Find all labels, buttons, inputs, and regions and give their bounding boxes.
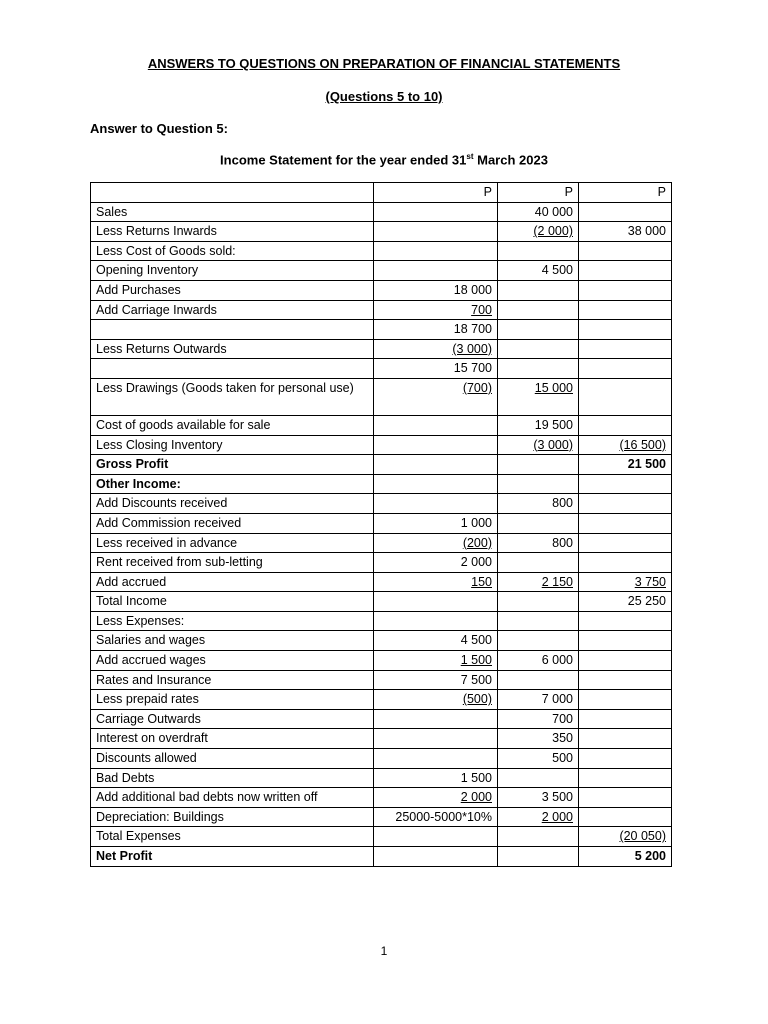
row-value <box>374 651 498 671</box>
row-value <box>579 339 672 359</box>
row-value <box>374 474 498 494</box>
row-value <box>374 241 498 261</box>
row-value: 15 700 <box>374 359 498 379</box>
row-value <box>579 611 672 631</box>
row-description: Gross Profit <box>91 455 374 475</box>
table-row <box>91 788 672 808</box>
row-value: 1 000 <box>374 513 498 533</box>
table-row <box>91 847 672 867</box>
row-value <box>374 788 498 808</box>
table-row <box>91 300 672 320</box>
row-value <box>498 474 579 494</box>
row-value <box>498 280 579 300</box>
table-row <box>91 474 672 494</box>
row-value-text: 150 <box>471 574 492 589</box>
statement-heading-ordinal: st <box>466 152 474 161</box>
row-value: 7 000 <box>498 690 579 710</box>
table-row <box>91 261 672 281</box>
row-value <box>579 280 672 300</box>
table-header-row <box>91 183 672 203</box>
row-value <box>579 807 672 827</box>
row-value <box>374 300 498 320</box>
row-value <box>498 611 579 631</box>
row-value <box>498 827 579 847</box>
row-description: Add Purchases <box>91 280 374 300</box>
table-row <box>91 202 672 222</box>
table-row <box>91 455 672 475</box>
table-row <box>91 415 672 435</box>
table-row <box>91 768 672 788</box>
row-value-text: 2 000 <box>541 809 573 824</box>
row-value <box>498 241 579 261</box>
row-value <box>498 768 579 788</box>
row-value: 800 <box>498 533 579 553</box>
row-description: Less received in advance <box>91 533 374 553</box>
row-value <box>579 415 672 435</box>
row-value-text: (700) <box>462 380 492 395</box>
row-value <box>374 378 498 415</box>
row-description: Net Profit <box>91 847 374 867</box>
row-value: 18 700 <box>374 320 498 340</box>
row-value-text: 700 <box>471 302 492 317</box>
table-row <box>91 651 672 671</box>
row-description: Carriage Outwards <box>91 709 374 729</box>
row-description: Cost of goods available for sale <box>91 415 374 435</box>
row-value <box>579 709 672 729</box>
row-description: Less Expenses: <box>91 611 374 631</box>
table-row <box>91 827 672 847</box>
row-value <box>374 435 498 455</box>
row-value <box>374 592 498 612</box>
row-value <box>374 415 498 435</box>
row-value <box>579 631 672 651</box>
row-value <box>374 690 498 710</box>
row-value: 18 000 <box>374 280 498 300</box>
row-value: 25000-5000*10% <box>374 807 498 827</box>
row-description: Rent received from sub-letting <box>91 553 374 573</box>
page-number: 1 <box>380 944 388 958</box>
row-value <box>374 709 498 729</box>
row-value <box>498 572 579 592</box>
row-value-text: (200) <box>462 535 492 550</box>
row-value-text: (16 500) <box>619 437 666 452</box>
row-value-text: 3 750 <box>634 574 666 589</box>
table-row <box>91 533 672 553</box>
row-value-text: 2 000 <box>460 790 492 805</box>
row-description: Add Carriage Inwards <box>91 300 374 320</box>
row-value <box>498 631 579 651</box>
row-value-text: 15 000 <box>534 380 573 395</box>
table-row <box>91 494 672 514</box>
table-row <box>91 320 672 340</box>
row-value <box>498 847 579 867</box>
row-value <box>498 670 579 690</box>
table-row <box>91 611 672 631</box>
row-description: Less prepaid rates <box>91 690 374 710</box>
table-row <box>91 553 672 573</box>
row-value: 7 500 <box>374 670 498 690</box>
row-value: 3 500 <box>498 788 579 808</box>
row-description: Opening Inventory <box>91 261 374 281</box>
row-value: 5 200 <box>579 847 672 867</box>
document-title: ANSWERS TO QUESTIONS ON PREPARATION OF FINANCIAL STATEMENTS <box>147 56 621 71</box>
row-description: Sales <box>91 202 374 222</box>
row-value: 40 000 <box>498 202 579 222</box>
row-value <box>579 553 672 573</box>
row-description <box>91 359 374 379</box>
row-value <box>579 572 672 592</box>
row-value <box>374 847 498 867</box>
row-description: Total Expenses <box>91 827 374 847</box>
row-value: 19 500 <box>498 415 579 435</box>
table-row <box>91 513 672 533</box>
row-description: Depreciation: Buildings <box>91 807 374 827</box>
row-value <box>498 455 579 475</box>
row-value: 4 500 <box>498 261 579 281</box>
row-value <box>374 749 498 769</box>
row-description: Rates and Insurance <box>91 670 374 690</box>
row-value <box>579 729 672 749</box>
row-value <box>579 300 672 320</box>
row-value <box>579 320 672 340</box>
row-value: 800 <box>498 494 579 514</box>
header-currency: P <box>374 183 498 203</box>
income-statement-table <box>90 182 672 867</box>
row-value: 700 <box>498 709 579 729</box>
table-row <box>91 592 672 612</box>
row-value <box>579 261 672 281</box>
row-value <box>498 320 579 340</box>
table-row <box>91 280 672 300</box>
row-value: 350 <box>498 729 579 749</box>
table-row <box>91 378 672 415</box>
table-row <box>91 690 672 710</box>
table-row <box>91 339 672 359</box>
row-value <box>579 670 672 690</box>
row-value: 2 000 <box>374 553 498 573</box>
statement-heading-date: March 2023 <box>473 152 548 168</box>
table-row <box>91 749 672 769</box>
table-row <box>91 241 672 261</box>
row-value <box>498 300 579 320</box>
row-value <box>579 788 672 808</box>
row-value-text: (3 000) <box>533 437 573 452</box>
row-value-text: (2 000) <box>533 224 573 239</box>
row-value <box>498 435 579 455</box>
row-description: Add accrued wages <box>91 651 374 671</box>
row-value <box>579 435 672 455</box>
row-description: Less Closing Inventory <box>91 435 374 455</box>
row-value <box>579 749 672 769</box>
row-value-text: (20 050) <box>619 829 666 844</box>
statement-heading-main: Income Statement for the year ended 31 <box>220 152 467 168</box>
row-value <box>579 474 672 494</box>
table-row <box>91 359 672 379</box>
row-description: Discounts allowed <box>91 749 374 769</box>
row-value: 4 500 <box>374 631 498 651</box>
table-row <box>91 222 672 242</box>
row-value-text: 1 500 <box>460 653 492 668</box>
row-value <box>374 729 498 749</box>
row-value <box>374 261 498 281</box>
row-description: Add additional bad debts now written off <box>91 788 374 808</box>
row-value <box>579 378 672 415</box>
row-value <box>498 222 579 242</box>
row-description: Salaries and wages <box>91 631 374 651</box>
table-row <box>91 709 672 729</box>
row-value: 25 250 <box>579 592 672 612</box>
table-row <box>91 670 672 690</box>
row-value-text: 2 150 <box>541 574 573 589</box>
table-row <box>91 729 672 749</box>
row-value <box>579 690 672 710</box>
row-value <box>579 533 672 553</box>
header-description <box>91 183 374 203</box>
row-description: Add Commission received <box>91 513 374 533</box>
row-description <box>91 320 374 340</box>
row-description: Add Discounts received <box>91 494 374 514</box>
row-description: Add accrued <box>91 572 374 592</box>
row-value <box>498 513 579 533</box>
row-value <box>579 202 672 222</box>
row-value-text: (500) <box>462 692 492 707</box>
row-value <box>579 494 672 514</box>
table-row <box>91 807 672 827</box>
row-value <box>374 455 498 475</box>
row-value: 6 000 <box>498 651 579 671</box>
answer-heading: Answer to Question 5: <box>90 121 228 136</box>
row-value <box>374 572 498 592</box>
row-value: 1 500 <box>374 768 498 788</box>
row-value <box>374 202 498 222</box>
row-description: Less Cost of Goods sold: <box>91 241 374 261</box>
row-value <box>498 359 579 379</box>
row-value <box>374 494 498 514</box>
table-row <box>91 631 672 651</box>
row-description: Total Income <box>91 592 374 612</box>
header-currency: P <box>579 183 672 203</box>
row-value <box>374 611 498 631</box>
row-value <box>579 359 672 379</box>
row-value <box>579 651 672 671</box>
table-row <box>91 572 672 592</box>
row-value <box>498 553 579 573</box>
row-value <box>498 378 579 415</box>
row-value-text: (3 000) <box>452 341 492 356</box>
document-subtitle: (Questions 5 to 10) <box>325 89 443 104</box>
row-value <box>579 241 672 261</box>
row-value <box>374 222 498 242</box>
table-row <box>91 435 672 455</box>
header-currency: P <box>498 183 579 203</box>
row-description: Bad Debts <box>91 768 374 788</box>
row-value: 500 <box>498 749 579 769</box>
row-description: Interest on overdraft <box>91 729 374 749</box>
row-value <box>374 339 498 359</box>
row-value <box>374 533 498 553</box>
row-description: Other Income: <box>91 474 374 494</box>
statement-heading <box>0 152 768 167</box>
row-description: Less Drawings (Goods taken for personal use) <box>91 378 374 415</box>
row-value <box>579 768 672 788</box>
row-value <box>374 827 498 847</box>
row-value: 21 500 <box>579 455 672 475</box>
row-value <box>498 592 579 612</box>
row-value <box>498 339 579 359</box>
row-value <box>579 513 672 533</box>
row-value <box>579 827 672 847</box>
row-description: Less Returns Inwards <box>91 222 374 242</box>
row-description: Less Returns Outwards <box>91 339 374 359</box>
row-value: 38 000 <box>579 222 672 242</box>
row-value <box>498 807 579 827</box>
